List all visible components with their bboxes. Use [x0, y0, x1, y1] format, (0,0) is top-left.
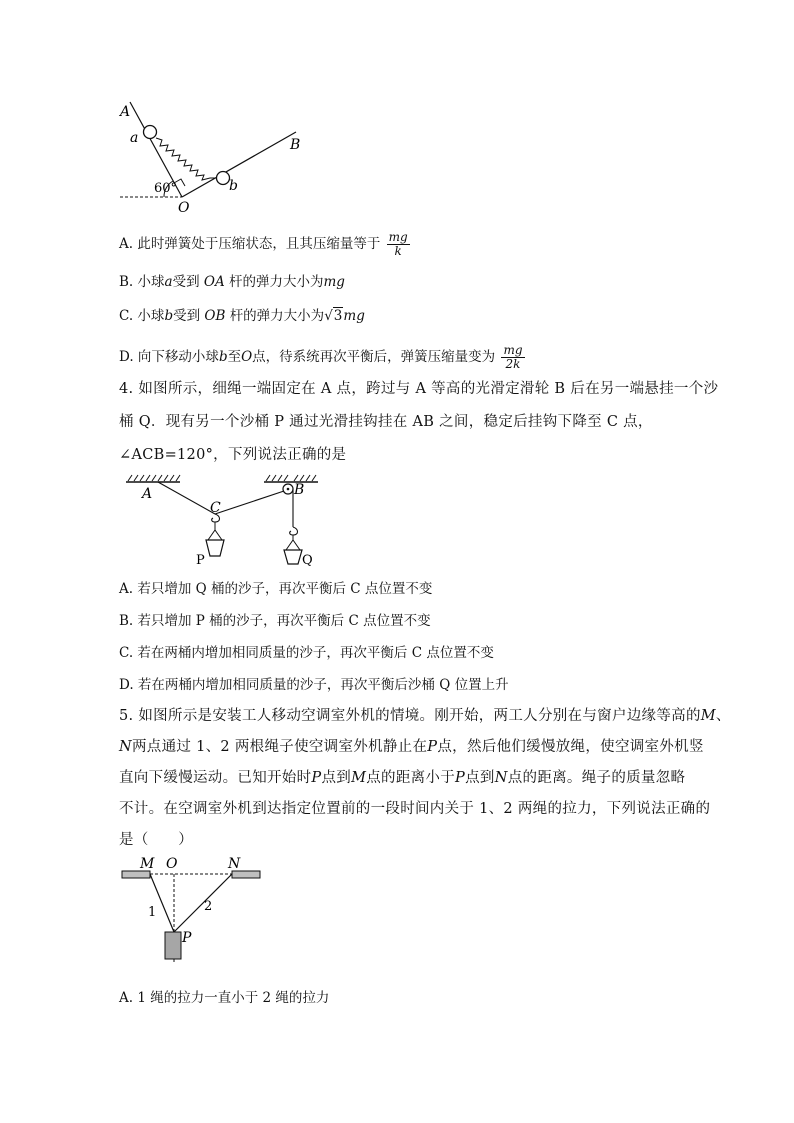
- sqrt-3: √3: [324, 308, 343, 324]
- q3-option-c: C. 小球b受到 OB 杆的弹力大小为√3mg: [119, 308, 365, 324]
- label-rope-2: 2: [204, 899, 213, 914]
- figure-rods-spring: [112, 96, 312, 220]
- q3-option-a: A. 此时弹簧处于压缩状态，且其压缩量等于 $\frac{mg}{k}$: [119, 230, 408, 258]
- q4-option-c: C. 若在两桶内增加相同质量的沙子，再次平衡后 C 点位置不变: [119, 645, 494, 661]
- label-P: P: [182, 930, 192, 946]
- q4-option-d: D. 若在两桶内增加相同质量的沙子，再次平衡后沙桶 Q 位置上升: [119, 677, 509, 693]
- q5-line-2: N两点通过 1、2 两根绳子使空调室外机静止在P点，然后他们缓慢放绳，使空调室外机竖: [119, 739, 704, 755]
- figure-ac-ropes: [118, 852, 268, 964]
- q4-option-a: A. 若只增加 Q 桶的沙子，再次平衡后 C 点位置不变: [119, 581, 433, 597]
- q5-option-a: A. 1 绳的拉力一直小于 2 绳的拉力: [119, 990, 330, 1006]
- q5-line-1: 5. 如图所示是安装工人移动空调室外机的情境。刚开始，两工人分别在与窗户边缘等高的M、: [119, 708, 731, 724]
- q4-line-3: ∠ACB=120°，下列说法正确的是: [119, 447, 347, 463]
- q4-line-1: 4. 如图所示，细绳一端固定在 A 点，跨过与 A 等高的光滑定滑轮 B 后在另一端悬挂一个沙: [119, 381, 719, 397]
- label-angle: 60°: [154, 181, 178, 196]
- label-P: P: [196, 553, 205, 568]
- label-C: C: [210, 500, 221, 516]
- label-O: O: [178, 200, 190, 216]
- label-M: M: [140, 856, 155, 872]
- q4-option-b: B. 若只增加 P 桶的沙子，再次平衡后 C 点位置不变: [119, 613, 431, 629]
- label-B: B: [290, 137, 301, 153]
- label-A: A: [120, 104, 131, 120]
- q3-option-d: D. 向下移动小球b至O点，待系统再次平衡后，弹簧压缩量变为 $\frac{mg}{2k}$: [119, 343, 523, 371]
- fraction-mg-k: $\frac{mg}{k}$: [388, 230, 408, 258]
- figure-pulley-buckets: [118, 472, 338, 574]
- label-A: A: [142, 486, 153, 502]
- label-O: O: [166, 856, 178, 872]
- label-rope-1: 1: [148, 905, 157, 920]
- q5-line-4: 不计。在空调室外机到达指定位置前的一段时间内关于 1、2 两绳的拉力，下列说法正确的: [119, 801, 711, 817]
- label-a: a: [130, 130, 139, 146]
- label-B: B: [294, 482, 305, 498]
- label-N: N: [228, 856, 241, 872]
- q4-line-2: 桶 Q．现有另一个沙桶 P 通过光滑挂钩挂在 AB 之间，稳定后挂钩下降至 C 点，: [119, 414, 653, 430]
- fraction-mg-2k: $\frac{mg}{2k}$: [503, 343, 523, 371]
- q3-option-b: B. 小球a受到 OA 杆的弹力大小为mg: [119, 274, 345, 290]
- label-b: b: [229, 178, 238, 194]
- q5-line-3: 直向下缓慢运动。已知开始时P点到M点的距离小于P点到N点的距离。绳子的质量忽略: [119, 770, 686, 786]
- label-Q: Q: [302, 553, 313, 568]
- q5-line-5: 是（ ）: [119, 832, 193, 848]
